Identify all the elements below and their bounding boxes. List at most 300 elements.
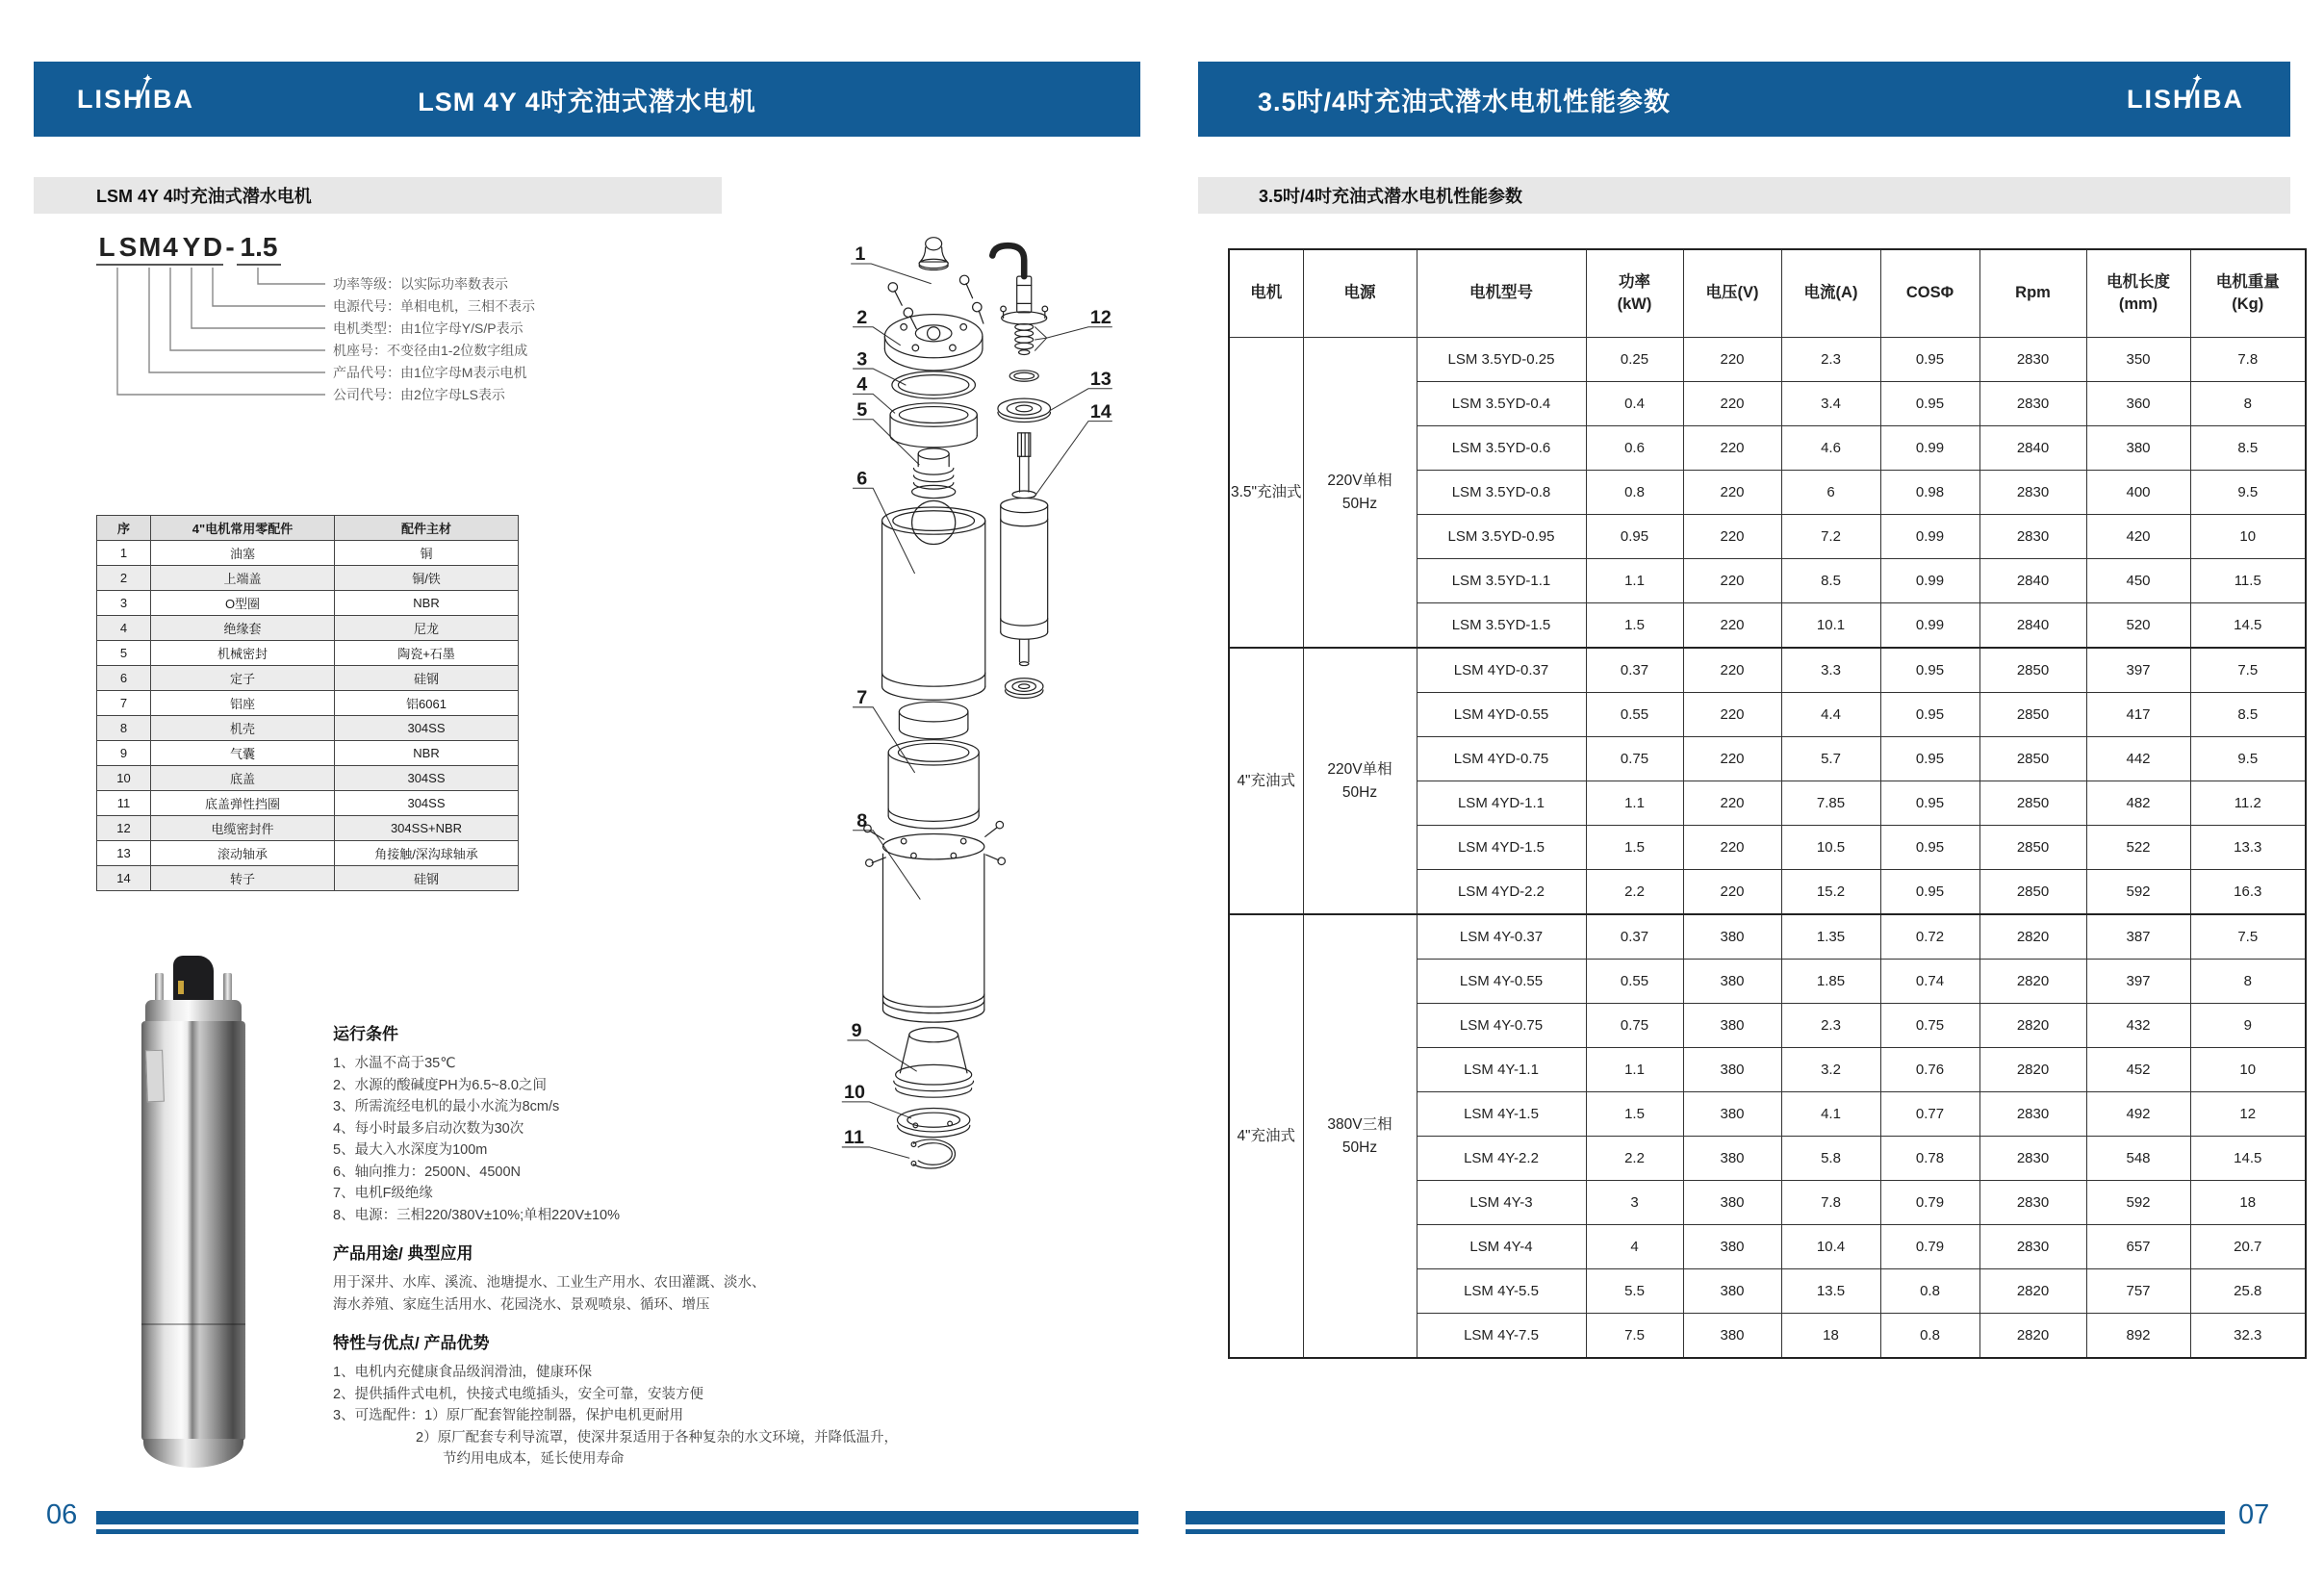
perf-cell: 4.6 <box>1781 426 1880 471</box>
perf-cell: 7.5 <box>1586 1314 1683 1359</box>
applications-lines <box>333 1272 910 1316</box>
model-code-char: Y <box>181 231 202 266</box>
perf-cell: 2830 <box>1979 1092 2086 1137</box>
perf-cell: 2830 <box>1979 471 2086 515</box>
perf-cell: LSM 4Y-1.5 <box>1417 1092 1586 1137</box>
performance-table-head <box>1229 249 2306 338</box>
perf-cell: LSM 3.5YD-1.1 <box>1417 559 1586 603</box>
perf-cell: 420 <box>2086 515 2190 559</box>
perf-cell: 18 <box>1781 1314 1880 1359</box>
perf-cell: 0.78 <box>1880 1137 1979 1181</box>
perf-cell: 0.99 <box>1880 515 1979 559</box>
parts-table-row <box>97 591 519 616</box>
perf-cell: 220 <box>1683 826 1781 870</box>
model-code-label: 电源代号：单相电机，三相不表示 <box>333 298 535 314</box>
perf-cell: LSM 3.5YD-0.4 <box>1417 382 1586 426</box>
perf-cell: 220 <box>1683 471 1781 515</box>
perf-cell: 3.3 <box>1781 648 1880 693</box>
right-page-number: 07 <box>2238 1499 2270 1530</box>
parts-cell: 滚动轴承 <box>151 841 335 866</box>
perf-cell: 380 <box>1683 960 1781 1004</box>
motor-label-sticker <box>145 1050 165 1103</box>
perf-cell: 380 <box>2086 426 2190 471</box>
perf-cell: LSM 3.5YD-1.5 <box>1417 603 1586 649</box>
running-condition-item: 6、轴向推力：2500N、4500N <box>333 1164 522 1180</box>
perf-cell: 0.8 <box>1880 1269 1979 1314</box>
perf-cell: 2820 <box>1979 914 2086 960</box>
perf-cell: 13.3 <box>2190 826 2306 870</box>
perf-cell: 380 <box>1683 1269 1781 1314</box>
perf-col-header: 电机型号 <box>1417 249 1586 338</box>
perf-cell: 1.85 <box>1781 960 1880 1004</box>
model-code-labels <box>333 273 641 406</box>
logo-star-icon: ✦ <box>142 71 155 86</box>
perf-cell: LSM 3.5YD-0.95 <box>1417 515 1586 559</box>
diagram-callout-number: 3 <box>856 348 868 371</box>
parts-cell: 绝缘套 <box>151 616 335 641</box>
perf-cell: 7.85 <box>1781 781 1880 826</box>
perf-cell: 18 <box>2190 1181 2306 1225</box>
perf-cell: 14.5 <box>2190 603 2306 649</box>
lishiba-logo-right <box>2127 71 2244 115</box>
perf-cell: 5.5 <box>1586 1269 1683 1314</box>
perf-cell: 12 <box>2190 1092 2306 1137</box>
perf-cell: 450 <box>2086 559 2190 603</box>
feature-line: 1、电机内充健康食品级润滑油，健康环保 <box>333 1365 593 1380</box>
perf-cell: 220 <box>1683 338 1781 382</box>
perf-cell: 0.95 <box>1880 382 1979 426</box>
perf-cell: LSM 4Y-2.2 <box>1417 1137 1586 1181</box>
perf-cell: 0.72 <box>1880 914 1979 960</box>
parts-cell: 气囊 <box>151 741 335 766</box>
perf-cell: 16.3 <box>2190 870 2306 915</box>
parts-cell: 铜 <box>335 541 519 566</box>
parts-table <box>96 515 519 891</box>
perf-cell: 7.2 <box>1781 515 1880 559</box>
perf-cell: 9.5 <box>2190 471 2306 515</box>
power-group-cell: 380V三相 50Hz <box>1303 914 1417 1358</box>
left-page-number: 06 <box>46 1499 78 1530</box>
perf-cell: 0.95 <box>1880 826 1979 870</box>
model-code-char: D <box>202 231 223 266</box>
model-code-char: - <box>225 232 235 262</box>
model-code-label: 机座号：不变径由1-2位数字组成 <box>333 343 528 358</box>
perf-cell: 380 <box>1683 1225 1781 1269</box>
perf-col-header: Rpm <box>1979 249 2086 338</box>
parts-cell: 铝座 <box>151 691 335 716</box>
diagram-callout-number: 1 <box>855 243 866 266</box>
right-section-bar <box>1198 177 2290 214</box>
logo-text: LISHIBA <box>77 84 194 114</box>
parts-table-row <box>97 866 519 891</box>
power-group-cell: 220V单相 50Hz <box>1303 338 1417 649</box>
perf-cell: 4.1 <box>1781 1092 1880 1137</box>
perf-cell: 2820 <box>1979 1269 2086 1314</box>
perf-cell: 2850 <box>1979 737 2086 781</box>
right-page-title: 3.5吋/4吋充油式潜水电机性能参数 <box>1258 87 1672 116</box>
parts-table-row <box>97 741 519 766</box>
left-page-title: LSM 4Y 4吋充油式潜水电机 <box>418 87 756 116</box>
parts-table-body <box>97 541 519 891</box>
parts-cell: 油塞 <box>151 541 335 566</box>
perf-cell: 452 <box>2086 1048 2190 1092</box>
parts-col-header: 4"电机常用零配件 <box>151 516 335 541</box>
right-section-title: 3.5吋/4吋充油式潜水电机性能参数 <box>1259 187 1523 206</box>
perf-cell: 2840 <box>1979 559 2086 603</box>
perf-cell: 0.95 <box>1880 338 1979 382</box>
perf-cell: 220 <box>1683 515 1781 559</box>
parts-table-wrap <box>96 515 519 891</box>
perf-cell: 1.1 <box>1586 781 1683 826</box>
perf-cell: 0.55 <box>1586 960 1683 1004</box>
parts-cell: 5 <box>97 641 151 666</box>
perf-col-header: 功率 (kW) <box>1586 249 1683 338</box>
parts-cell: 12 <box>97 816 151 841</box>
perf-cell: 220 <box>1683 603 1781 649</box>
perf-cell: 4 <box>1586 1225 1683 1269</box>
perf-cell: 8.5 <box>1781 559 1880 603</box>
diagram-callout-number: 7 <box>856 687 868 709</box>
perf-cell: LSM 4YD-2.2 <box>1417 870 1586 915</box>
left-section-bar <box>34 177 722 214</box>
perf-cell: 2850 <box>1979 826 2086 870</box>
perf-cell: 592 <box>2086 1181 2190 1225</box>
perf-cell: 8.5 <box>2190 693 2306 737</box>
perf-cell: 2830 <box>1979 338 2086 382</box>
model-code-char: M <box>139 231 160 266</box>
perf-cell: 0.95 <box>1880 737 1979 781</box>
parts-table-row <box>97 766 519 791</box>
diagram-callout-number: 12 <box>1089 307 1111 329</box>
perf-cell: 380 <box>1683 1004 1781 1048</box>
feature-line: 2）原厂配套专利导流罩，使深井泵适用于各种复杂的水文环境，并降低温升， <box>416 1429 899 1446</box>
perf-cell: 0.98 <box>1880 471 1979 515</box>
logo-star-icon: ✦ <box>2192 71 2205 86</box>
diagram-callout-number: 9 <box>851 1020 862 1042</box>
parts-cell: 11 <box>97 791 151 816</box>
perf-cell: 5.7 <box>1781 737 1880 781</box>
left-footer-bar-thin <box>96 1529 1138 1534</box>
diagram-callout-number: 11 <box>844 1127 864 1149</box>
perf-cell: LSM 4Y-5.5 <box>1417 1269 1586 1314</box>
right-header-bar <box>1198 62 2290 137</box>
running-condition-item: 3、所需流经电机的最小水流为8cm/s <box>333 1099 560 1114</box>
perf-cell: 380 <box>1683 1314 1781 1359</box>
perf-col-header: 电机重量 (Kg) <box>2190 249 2306 338</box>
feature-line: 节约用电成本，延长使用寿命 <box>443 1451 625 1467</box>
perf-cell: 0.95 <box>1880 648 1979 693</box>
diagram-callout-number: 8 <box>856 809 868 832</box>
perf-cell: 13.5 <box>1781 1269 1880 1314</box>
perf-cell: 432 <box>2086 1004 2190 1048</box>
perf-cell: 522 <box>2086 826 2190 870</box>
parts-cell: 1 <box>97 541 151 566</box>
perf-cell: 10.1 <box>1781 603 1880 649</box>
perf-cell: 2820 <box>1979 1004 2086 1048</box>
perf-cell: 0.95 <box>1880 693 1979 737</box>
parts-cell: 13 <box>97 841 151 866</box>
perf-cell: LSM 4YD-1.5 <box>1417 826 1586 870</box>
perf-cell: 2830 <box>1979 382 2086 426</box>
perf-cell: 0.79 <box>1880 1181 1979 1225</box>
perf-cell: 2830 <box>1979 1225 2086 1269</box>
perf-cell: 417 <box>2086 693 2190 737</box>
parts-cell: 底盖弹性挡圈 <box>151 791 335 816</box>
perf-cell: 7.5 <box>2190 914 2306 960</box>
perf-cell: LSM 4Y-0.37 <box>1417 914 1586 960</box>
parts-cell: 机械密封 <box>151 641 335 666</box>
perf-cell: 2830 <box>1979 1181 2086 1225</box>
perf-cell: 892 <box>2086 1314 2190 1359</box>
parts-table-row <box>97 716 519 741</box>
perf-cell: 400 <box>2086 471 2190 515</box>
perf-cell: 3.4 <box>1781 382 1880 426</box>
perf-cell: 0.75 <box>1880 1004 1979 1048</box>
perf-cell: 32.3 <box>2190 1314 2306 1359</box>
perf-cell: 220 <box>1683 648 1781 693</box>
model-code-label: 功率等级：以实际功率数表示 <box>333 276 508 292</box>
perf-cell: 9.5 <box>2190 737 2306 781</box>
running-conditions-title: 运行条件 <box>333 1025 398 1043</box>
perf-cell: 0.74 <box>1880 960 1979 1004</box>
left-footer-bar-thick <box>96 1511 1138 1524</box>
perf-cell: 0.37 <box>1586 914 1683 960</box>
perf-cell: LSM 3.5YD-0.25 <box>1417 338 1586 382</box>
parts-cell: 角接触/深沟球轴承 <box>335 841 519 866</box>
perf-cell: 0.79 <box>1880 1225 1979 1269</box>
perf-cell: 757 <box>2086 1269 2190 1314</box>
right-footer-bar-thick <box>1186 1511 2225 1524</box>
perf-cell: LSM 4YD-0.75 <box>1417 737 1586 781</box>
parts-table-row <box>97 816 519 841</box>
perf-cell: 5.8 <box>1781 1137 1880 1181</box>
perf-cell: 442 <box>2086 737 2190 781</box>
parts-cell: 4 <box>97 616 151 641</box>
parts-cell: O型圈 <box>151 591 335 616</box>
parts-cell: 304SS <box>335 766 519 791</box>
diagram-callout-number: 2 <box>856 307 868 329</box>
running-condition-item: 7、电机F级绝缘 <box>333 1186 433 1201</box>
parts-cell: NBR <box>335 741 519 766</box>
parts-cell: 底盖 <box>151 766 335 791</box>
parts-cell: 14 <box>97 866 151 891</box>
perf-cell: LSM 4Y-4 <box>1417 1225 1586 1269</box>
perf-cell: 3.2 <box>1781 1048 1880 1092</box>
perf-cell: 11.5 <box>2190 559 2306 603</box>
running-condition-item: 5、最大入水深度为100m <box>333 1142 488 1158</box>
perf-table-row <box>1229 648 2306 693</box>
perf-cell: 387 <box>2086 914 2190 960</box>
model-code-char: S <box>117 231 139 266</box>
perf-cell: 380 <box>1683 914 1781 960</box>
perf-cell: 0.76 <box>1880 1048 1979 1092</box>
perf-cell: 2.2 <box>1586 1137 1683 1181</box>
application-line: 海水养殖、家庭生活用水、花园浇水、景观喷泉、循环、增压 <box>333 1296 710 1313</box>
perf-cell: 6 <box>1781 471 1880 515</box>
motor-top-cap <box>145 1000 242 1023</box>
perf-cell: 7.8 <box>2190 338 2306 382</box>
perf-cell: 2.3 <box>1781 1004 1880 1048</box>
perf-cell: 592 <box>2086 870 2190 915</box>
parts-cell: 6 <box>97 666 151 691</box>
perf-cell: 0.77 <box>1880 1092 1979 1137</box>
perf-cell: 220 <box>1683 426 1781 471</box>
perf-cell: 0.99 <box>1880 426 1979 471</box>
perf-cell: 0.6 <box>1586 426 1683 471</box>
perf-cell: 220 <box>1683 781 1781 826</box>
parts-cell: NBR <box>335 591 519 616</box>
performance-table <box>1228 248 2307 1359</box>
perf-cell: 2850 <box>1979 781 2086 826</box>
features-title: 特性与优点/ 产品优势 <box>333 1334 490 1352</box>
perf-cell: 2.2 <box>1586 870 1683 915</box>
perf-cell: 380 <box>1683 1137 1781 1181</box>
motor-product-photo <box>140 956 246 1471</box>
perf-cell: 0.99 <box>1880 603 1979 649</box>
performance-table-wrap <box>1228 248 2307 1359</box>
perf-cell: 220 <box>1683 870 1781 915</box>
perf-cell: 2850 <box>1979 648 2086 693</box>
diagram-callout-number: 14 <box>1089 400 1111 422</box>
perf-cell: 9 <box>2190 1004 2306 1048</box>
perf-cell: 397 <box>2086 960 2190 1004</box>
perf-cell: 25.8 <box>2190 1269 2306 1314</box>
perf-cell: 0.55 <box>1586 693 1683 737</box>
running-condition-item: 4、每小时最多启动次数为30次 <box>333 1120 524 1137</box>
perf-cell: LSM 4YD-0.37 <box>1417 648 1586 693</box>
perf-cell: 10 <box>2190 1048 2306 1092</box>
diagram-callout-number: 5 <box>856 398 868 421</box>
diagram-callout-number: 4 <box>856 373 868 396</box>
perf-cell: 360 <box>2086 382 2190 426</box>
perf-cell: 2820 <box>1979 1048 2086 1092</box>
perf-cell: 1.5 <box>1586 603 1683 649</box>
perf-col-header: 电压(V) <box>1683 249 1781 338</box>
model-code-char: 4 <box>160 231 181 266</box>
perf-cell: 10 <box>2190 515 2306 559</box>
perf-cell: 0.37 <box>1586 648 1683 693</box>
perf-cell: 2820 <box>1979 1314 2086 1359</box>
perf-cell: 4.4 <box>1781 693 1880 737</box>
perf-cell: 548 <box>2086 1137 2190 1181</box>
parts-cell: 2 <box>97 566 151 591</box>
perf-cell: 8 <box>2190 960 2306 1004</box>
perf-cell: 2830 <box>1979 515 2086 559</box>
perf-cell: 2850 <box>1979 870 2086 915</box>
parts-table-row <box>97 616 519 641</box>
perf-cell: 1.35 <box>1781 914 1880 960</box>
running-conditions-list <box>333 1053 910 1226</box>
motor-seam <box>141 1323 245 1325</box>
perf-cell: 380 <box>1683 1181 1781 1225</box>
parts-cell: 铜/铁 <box>335 566 519 591</box>
perf-cell: 520 <box>2086 603 2190 649</box>
perf-cell: 1.1 <box>1586 1048 1683 1092</box>
parts-col-header: 序 <box>97 516 151 541</box>
running-condition-item: 2、水源的酸碱度PH为6.5~8.0之间 <box>333 1077 547 1093</box>
running-condition-item: 1、水温不高于35℃ <box>333 1056 456 1071</box>
parts-table-row <box>97 841 519 866</box>
perf-cell: LSM 4Y-0.75 <box>1417 1004 1586 1048</box>
perf-table-row <box>1229 914 2306 960</box>
perf-col-header: 电流(A) <box>1781 249 1880 338</box>
model-code-char: L <box>96 231 117 266</box>
parts-table-row <box>97 691 519 716</box>
perf-cell: LSM 4Y-1.1 <box>1417 1048 1586 1092</box>
perf-cell: 1.5 <box>1586 1092 1683 1137</box>
parts-cell: 电缆密封件 <box>151 816 335 841</box>
perf-cell: LSM 3.5YD-0.8 <box>1417 471 1586 515</box>
perf-cell: 0.8 <box>1586 471 1683 515</box>
perf-cell: 3 <box>1586 1181 1683 1225</box>
parts-cell: 304SS <box>335 716 519 741</box>
parts-table-row <box>97 791 519 816</box>
parts-cell: 尼龙 <box>335 616 519 641</box>
perf-col-header: 电机 <box>1229 249 1303 338</box>
parts-cell: 上端盖 <box>151 566 335 591</box>
diagram-callout-number: 13 <box>1089 368 1111 390</box>
features-list <box>333 1362 910 1471</box>
perf-cell: 2850 <box>1979 693 2086 737</box>
performance-table-body <box>1229 338 2306 1359</box>
perf-cell: 7.5 <box>2190 648 2306 693</box>
perf-cell: 380 <box>1683 1048 1781 1092</box>
perf-cell: 2820 <box>1979 960 2086 1004</box>
perf-cell: LSM 4Y-3 <box>1417 1181 1586 1225</box>
diagram-callout-number: 6 <box>856 468 868 490</box>
perf-cell: 15.2 <box>1781 870 1880 915</box>
logo-text: LISHIBA <box>2127 84 2244 114</box>
perf-cell: 657 <box>2086 1225 2190 1269</box>
perf-cell: 10.5 <box>1781 826 1880 870</box>
perf-cell: 0.75 <box>1586 1004 1683 1048</box>
parts-table-row <box>97 666 519 691</box>
perf-cell: LSM 3.5YD-0.6 <box>1417 426 1586 471</box>
perf-cell: 14.5 <box>2190 1137 2306 1181</box>
applications-title: 产品用途/ 典型应用 <box>333 1244 473 1263</box>
perf-cell: 2.3 <box>1781 338 1880 382</box>
perf-cell: 397 <box>2086 648 2190 693</box>
model-code <box>96 231 281 266</box>
parts-cell: 定子 <box>151 666 335 691</box>
perf-cell: 0.4 <box>1586 382 1683 426</box>
left-section-title: LSM 4Y 4吋充油式潜水电机 <box>96 187 312 206</box>
perf-cell: LSM 4Y-0.55 <box>1417 960 1586 1004</box>
perf-cell: 2840 <box>1979 603 2086 649</box>
model-code-label: 电机类型：由1位字母Y/S/P表示 <box>333 320 524 336</box>
perf-cell: LSM 4YD-1.1 <box>1417 781 1586 826</box>
perf-col-header: 电机长度 (mm) <box>2086 249 2190 338</box>
perf-cell: 8 <box>2190 382 2306 426</box>
perf-cell: 220 <box>1683 382 1781 426</box>
motor-bottom-cap <box>143 1439 243 1468</box>
parts-cell: 铝6061 <box>335 691 519 716</box>
perf-cell: 0.95 <box>1586 515 1683 559</box>
model-code-char: 1.5 <box>237 231 281 266</box>
parts-cell: 机壳 <box>151 716 335 741</box>
perf-col-header: COSΦ <box>1880 249 1979 338</box>
model-code-label: 公司代号：由2位字母LS表示 <box>333 387 505 402</box>
parts-col-header: 配件主材 <box>335 516 519 541</box>
perf-cell: 0.99 <box>1880 559 1979 603</box>
perf-cell: 350 <box>2086 338 2190 382</box>
parts-cell: 转子 <box>151 866 335 891</box>
parts-table-row <box>97 541 519 566</box>
model-code-bracket-lines <box>91 268 332 402</box>
model-code-label: 产品代号：由1位字母M表示电机 <box>333 365 527 380</box>
left-header-bar <box>34 62 1140 137</box>
perf-cell: 482 <box>2086 781 2190 826</box>
